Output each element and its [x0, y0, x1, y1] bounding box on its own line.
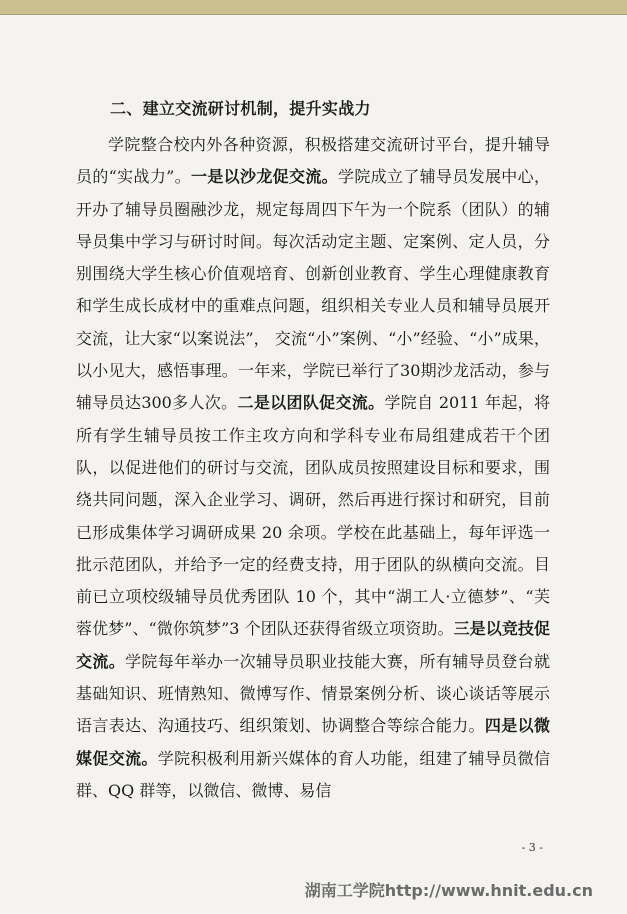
- bold-point-3: 三是以竞技促交流。: [76, 619, 550, 671]
- body-paragraph: [76, 129, 550, 807]
- bold-point-4: 四是以微媒促交流。: [76, 716, 550, 768]
- paragraph-text-1: 学院整合校内外各种资源，积极搭建交流研讨平台，提升辅导员的“实战力”。: [76, 135, 550, 187]
- paragraph-text-5: 学院积极利用新兴媒体的育人功能，组建了辅导员微信群、QQ 群等，以微信、微博、易信: [76, 748, 550, 800]
- section-heading: 二、建立交流研讨机制，提升实战力: [110, 99, 371, 118]
- page-top-band: [0, 0, 627, 15]
- page-number: - 3 -: [521, 841, 543, 854]
- paragraph-text-3: 学院自 2011 年起，将所有学生辅导员按工作主攻方向和学科专业布局组建成若干个团队，以促进他们的研讨与交流，团队成员按照建设目标和要求，围绕共同问题，深入企业学习、调研，然后再进行探讨和研究，目前已形成集体学习调研成果 20 余项。学校在此基础上，每年评选一批示范团队，并给予一定的经费支持，用于团队的纵横向交流。目前已立项校级辅导员优秀团队 10 个，其中“湖工人·立德梦”、“芙蓉优梦”、“微你筑梦”3 个团队还获得省级立项资助。: [76, 393, 550, 639]
- paragraph-text-2: 学院成立了辅导员发展中心，开办了辅导员圈融沙龙，规定每周四下午为一个院系（团队）的辅导员集中学习与研讨时间。每次活动定主题、定案例、定人员，分别围绕大学生核心价值观培育、创新创业教育、学生心理健康教育和学生成长成材中的重难点问题，组织相关专业人员和辅导员展开交流，让大家“以案说法”， 交流“小”案例、“小”经验、“小”成果，以小见大，感悟事理。一年来，学院已举行了30期沙龙活动，参与辅导员达300多人次。: [76, 167, 550, 413]
- watermark-text: 湖南工学院http://www.hnit.edu.cn: [304, 881, 593, 900]
- paragraph-text-4: 学院每年举办一次辅导员职业技能大赛，所有辅导员登台就基础知识、班情熟知、微博写作、情景案例分析、谈心谈话等展示语言表达、沟通技巧、组织策划、协调整合等综合能力。: [76, 651, 550, 736]
- bold-point-1: 一是以沙龙促交流。: [191, 167, 338, 187]
- bold-point-2: 二是以团队促交流。: [237, 393, 385, 413]
